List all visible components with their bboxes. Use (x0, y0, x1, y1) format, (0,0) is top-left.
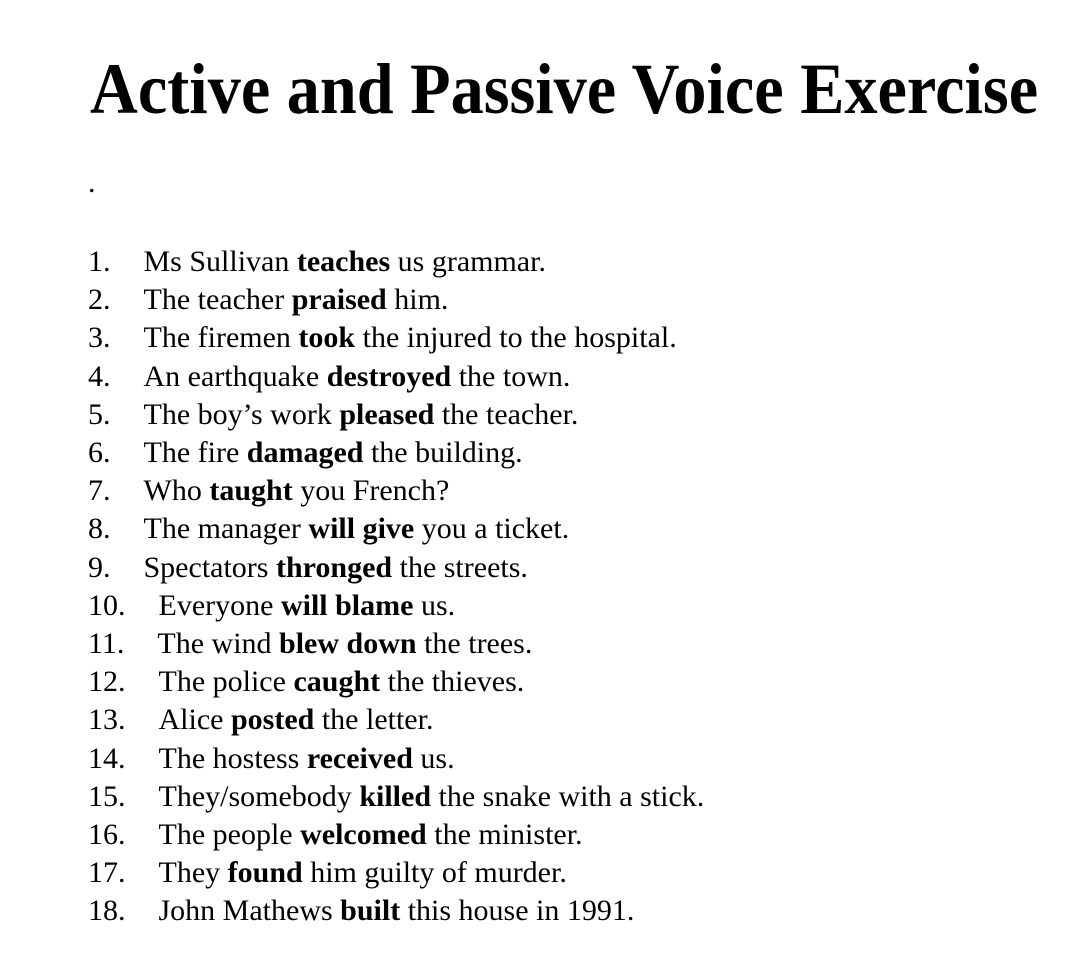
highlighted-verb: thronged (275, 550, 393, 584)
highlighted-verb: took (298, 321, 356, 355)
item-sentence (144, 319, 677, 357)
sentence-pre-text: The people (158, 818, 301, 852)
list-item (88, 434, 704, 472)
sentence-pre-text: Spectators (143, 550, 276, 584)
item-sentence (159, 587, 456, 625)
item-number: 15. (88, 779, 126, 813)
sentence-pre-text: An earthquake (143, 359, 327, 393)
list-item (88, 472, 704, 510)
sentence-pre-text: The police (158, 665, 294, 699)
highlighted-verb: received (306, 741, 413, 775)
highlighted-verb: taught (209, 474, 293, 508)
list-item (88, 396, 704, 434)
item-sentence (157, 625, 532, 663)
list-item (88, 816, 704, 854)
item-sentence (144, 281, 449, 319)
sentence-pre-text: The boy’s work (143, 397, 340, 431)
highlighted-verb: built (340, 894, 401, 928)
sentence-post-text: us. (412, 741, 455, 775)
highlighted-verb: damaged (246, 436, 364, 470)
item-number: 4. (88, 359, 111, 393)
highlighted-verb: killed (359, 779, 432, 813)
highlighted-verb: praised (291, 283, 387, 317)
item-number: 3. (88, 321, 111, 355)
sentence-pre-text: Everyone (158, 588, 281, 622)
list-item (88, 319, 704, 357)
sentence-pre-text: The hostess (158, 741, 307, 775)
highlighted-verb: posted (230, 703, 315, 737)
item-number: 13. (88, 703, 126, 737)
list-item (88, 663, 704, 701)
item-number: 10. (88, 588, 126, 622)
stray-period: . (88, 166, 96, 199)
list-item (88, 243, 704, 281)
sentence-post-text: this house in 1991. (400, 894, 635, 928)
sentence-post-text: the thieves. (380, 665, 525, 699)
sentence-post-text: the building. (363, 436, 523, 470)
sentence-post-text: him. (386, 283, 449, 317)
item-sentence (144, 510, 570, 548)
item-number: 16. (88, 818, 126, 852)
highlighted-verb: teaches (296, 245, 391, 278)
list-item (88, 510, 704, 548)
item-sentence (159, 854, 567, 892)
list-item (88, 892, 704, 930)
sentence-post-text: us grammar. (390, 245, 546, 278)
highlighted-verb: will blame (280, 588, 414, 622)
sentence-pre-text: The teacher (143, 283, 292, 317)
item-number: 11. (88, 627, 125, 661)
item-sentence (159, 740, 455, 778)
list-item (88, 854, 704, 892)
item-sentence (159, 778, 705, 816)
list-item (88, 281, 704, 319)
sentence-pre-text: The manager (143, 512, 309, 546)
exercise-list (88, 243, 704, 931)
sentence-pre-text: Alice (158, 703, 231, 737)
list-item (88, 358, 704, 396)
item-sentence (144, 434, 523, 472)
sentence-post-text: the town. (451, 359, 571, 393)
item-sentence (159, 892, 635, 930)
page-title: Active and Passive Voice Exercise (90, 49, 1039, 129)
highlighted-verb: blew down (279, 627, 417, 661)
sentence-post-text: the snake with a stick. (431, 779, 705, 813)
item-number: 17. (88, 856, 126, 890)
item-number: 5. (88, 397, 111, 431)
highlighted-verb: pleased (339, 397, 435, 431)
sentence-post-text: the streets. (392, 550, 528, 584)
item-number: 12. (88, 665, 126, 699)
highlighted-verb: will give (308, 512, 415, 546)
item-number: 9. (88, 550, 111, 584)
item-sentence (144, 472, 450, 510)
sentence-post-text: the letter. (314, 703, 434, 737)
highlighted-verb: found (227, 856, 303, 890)
list-item (88, 625, 704, 663)
sentence-pre-text: John Mathews (158, 894, 341, 928)
sentence-pre-text: The fire (143, 436, 247, 470)
list-item (88, 549, 704, 587)
sentence-post-text: the trees. (416, 627, 533, 661)
sentence-pre-text: They/somebody (158, 779, 360, 813)
item-number: 8. (88, 512, 111, 546)
item-number: 18. (88, 894, 126, 928)
sentence-pre-text: Ms Sullivan (143, 245, 297, 278)
sentence-pre-text: They (158, 856, 228, 890)
item-number: 6. (88, 436, 111, 470)
item-sentence (144, 396, 579, 434)
sentence-post-text: us. (413, 588, 456, 622)
item-sentence (159, 816, 583, 854)
list-item (88, 778, 704, 816)
item-number: 7. (88, 474, 111, 508)
item-number: 14. (88, 741, 126, 775)
item-sentence (144, 358, 571, 396)
list-item (88, 701, 704, 739)
item-sentence (144, 549, 528, 587)
item-number: 2. (88, 283, 111, 317)
sentence-post-text: you a ticket. (414, 512, 570, 546)
sentence-pre-text: The firemen (143, 321, 299, 355)
sentence-post-text: the teacher. (434, 397, 579, 431)
item-sentence (159, 663, 525, 701)
item-sentence (159, 701, 434, 739)
item-sentence (144, 243, 546, 281)
sentence-post-text: you French? (292, 474, 450, 508)
sentence-post-text: him guilty of murder. (302, 856, 567, 890)
sentence-post-text: the minister. (426, 818, 583, 852)
sentence-pre-text: The wind (157, 627, 280, 661)
highlighted-verb: welcomed (300, 818, 427, 852)
item-number: 1. (88, 245, 111, 278)
sentence-post-text: the injured to the hospital. (355, 321, 677, 355)
highlighted-verb: destroyed (326, 359, 452, 393)
sentence-pre-text: Who (143, 474, 210, 508)
list-item (88, 740, 704, 778)
highlighted-verb: caught (293, 665, 381, 699)
list-item (88, 587, 704, 625)
